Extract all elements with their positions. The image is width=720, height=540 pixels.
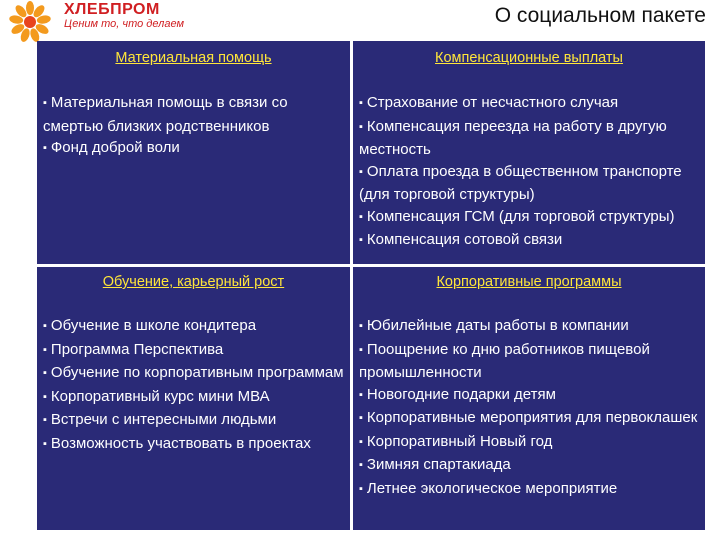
list-item-text: Юбилейные даты работы в компании — [366, 317, 629, 334]
bullet-icon: ▪ — [359, 120, 363, 133]
panel-heading: Обучение, карьерный рост — [102, 274, 285, 290]
list-item — [43, 315, 348, 339]
panel-list — [359, 92, 703, 253]
list-item-text: Зимняя спартакиада — [366, 456, 511, 473]
panel-heading: Корпоративные программы — [436, 274, 622, 290]
list-item-text: Компенсация переезда на работу в другую местность — [359, 117, 667, 158]
bullet-icon: ▪ — [359, 320, 363, 332]
list-item-text: Поощрение ко дню работников пищевой промышленности — [359, 340, 650, 381]
list-item — [359, 161, 703, 206]
panel-list — [359, 315, 703, 501]
panel-material-aid — [37, 41, 350, 264]
list-item — [43, 386, 348, 410]
bullet-icon: ▪ — [359, 97, 363, 109]
bullet-icon: ▪ — [359, 388, 363, 401]
bullet-icon: ▪ — [43, 390, 47, 403]
list-item-text: Летнее экологическое мероприятие — [366, 479, 618, 497]
bullet-icon: ▪ — [43, 437, 47, 450]
brand-slogan: Ценим то, что делаем — [64, 18, 184, 30]
bullet-icon: ▪ — [359, 234, 363, 246]
panel-list — [43, 92, 348, 161]
bullet-icon: ▪ — [359, 210, 363, 223]
list-item-text: Программа Перспектива — [50, 340, 224, 358]
list-item — [43, 92, 348, 137]
page-title: О социальном пакете — [494, 4, 706, 27]
bullet-icon: ▪ — [359, 412, 363, 424]
bullet-icon: ▪ — [359, 343, 363, 356]
bullet-icon: ▪ — [43, 367, 47, 379]
bullet-icon: ▪ — [43, 320, 47, 332]
list-item-text: Обучение в школе кондитера — [50, 317, 257, 334]
list-item — [359, 478, 703, 502]
list-item — [43, 339, 348, 363]
list-item-text: Материальная помощь в связи со смертью близких родственников — [43, 94, 288, 135]
list-item-text: Новогодние подарки детям — [366, 385, 556, 403]
list-item-text: Корпоративные мероприятия для первоклашек — [366, 409, 698, 426]
list-item — [359, 206, 703, 230]
panel-corporate-programs — [353, 267, 705, 530]
list-item-text: Фонд доброй воли — [50, 139, 180, 156]
list-item-text: Встречи с интересными людьми — [50, 411, 277, 428]
bullet-icon: ▪ — [43, 97, 47, 109]
list-item-text: Компенсация ГСМ (для торговой структуры) — [366, 207, 675, 225]
bullet-icon: ▪ — [43, 414, 47, 426]
bullet-icon: ▪ — [359, 482, 363, 495]
list-item — [359, 339, 703, 384]
panel-training — [37, 267, 350, 530]
bullet-icon: ▪ — [359, 435, 363, 448]
brand-name: ХЛЕБПРОМ — [64, 1, 160, 18]
list-item — [359, 431, 703, 455]
list-item — [359, 229, 703, 253]
list-item — [359, 384, 703, 408]
list-item — [359, 454, 703, 478]
list-item-text: Обучение по корпоративным программам — [50, 364, 344, 381]
list-item — [359, 407, 703, 431]
panel-heading: Материальная помощь — [115, 50, 272, 66]
panel-compensation — [353, 41, 705, 264]
list-item — [43, 137, 348, 161]
list-item — [43, 433, 348, 457]
bullet-icon: ▪ — [43, 343, 47, 356]
list-item-text: Возможность участвовать в проектах — [50, 434, 311, 452]
list-item-text: Корпоративный курс мини МВА — [50, 387, 270, 405]
bullet-icon: ▪ — [43, 142, 47, 154]
panel-list — [43, 315, 348, 456]
list-item-text: Оплата проезда в общественном транспорте (для торговой структуры) — [359, 162, 682, 203]
list-item — [359, 116, 703, 161]
list-item-text: Компенсация сотовой связи — [366, 231, 563, 248]
list-item-text: Корпоративный Новый год — [366, 432, 553, 450]
list-item — [359, 92, 703, 116]
list-item — [43, 362, 348, 386]
list-item-text: Страхование от несчастного случая — [366, 94, 619, 111]
list-item — [43, 409, 348, 433]
bullet-icon: ▪ — [359, 165, 363, 178]
panel-heading: Компенсационные выплаты — [435, 50, 623, 66]
list-item — [359, 315, 703, 339]
bullet-icon: ▪ — [359, 459, 363, 471]
